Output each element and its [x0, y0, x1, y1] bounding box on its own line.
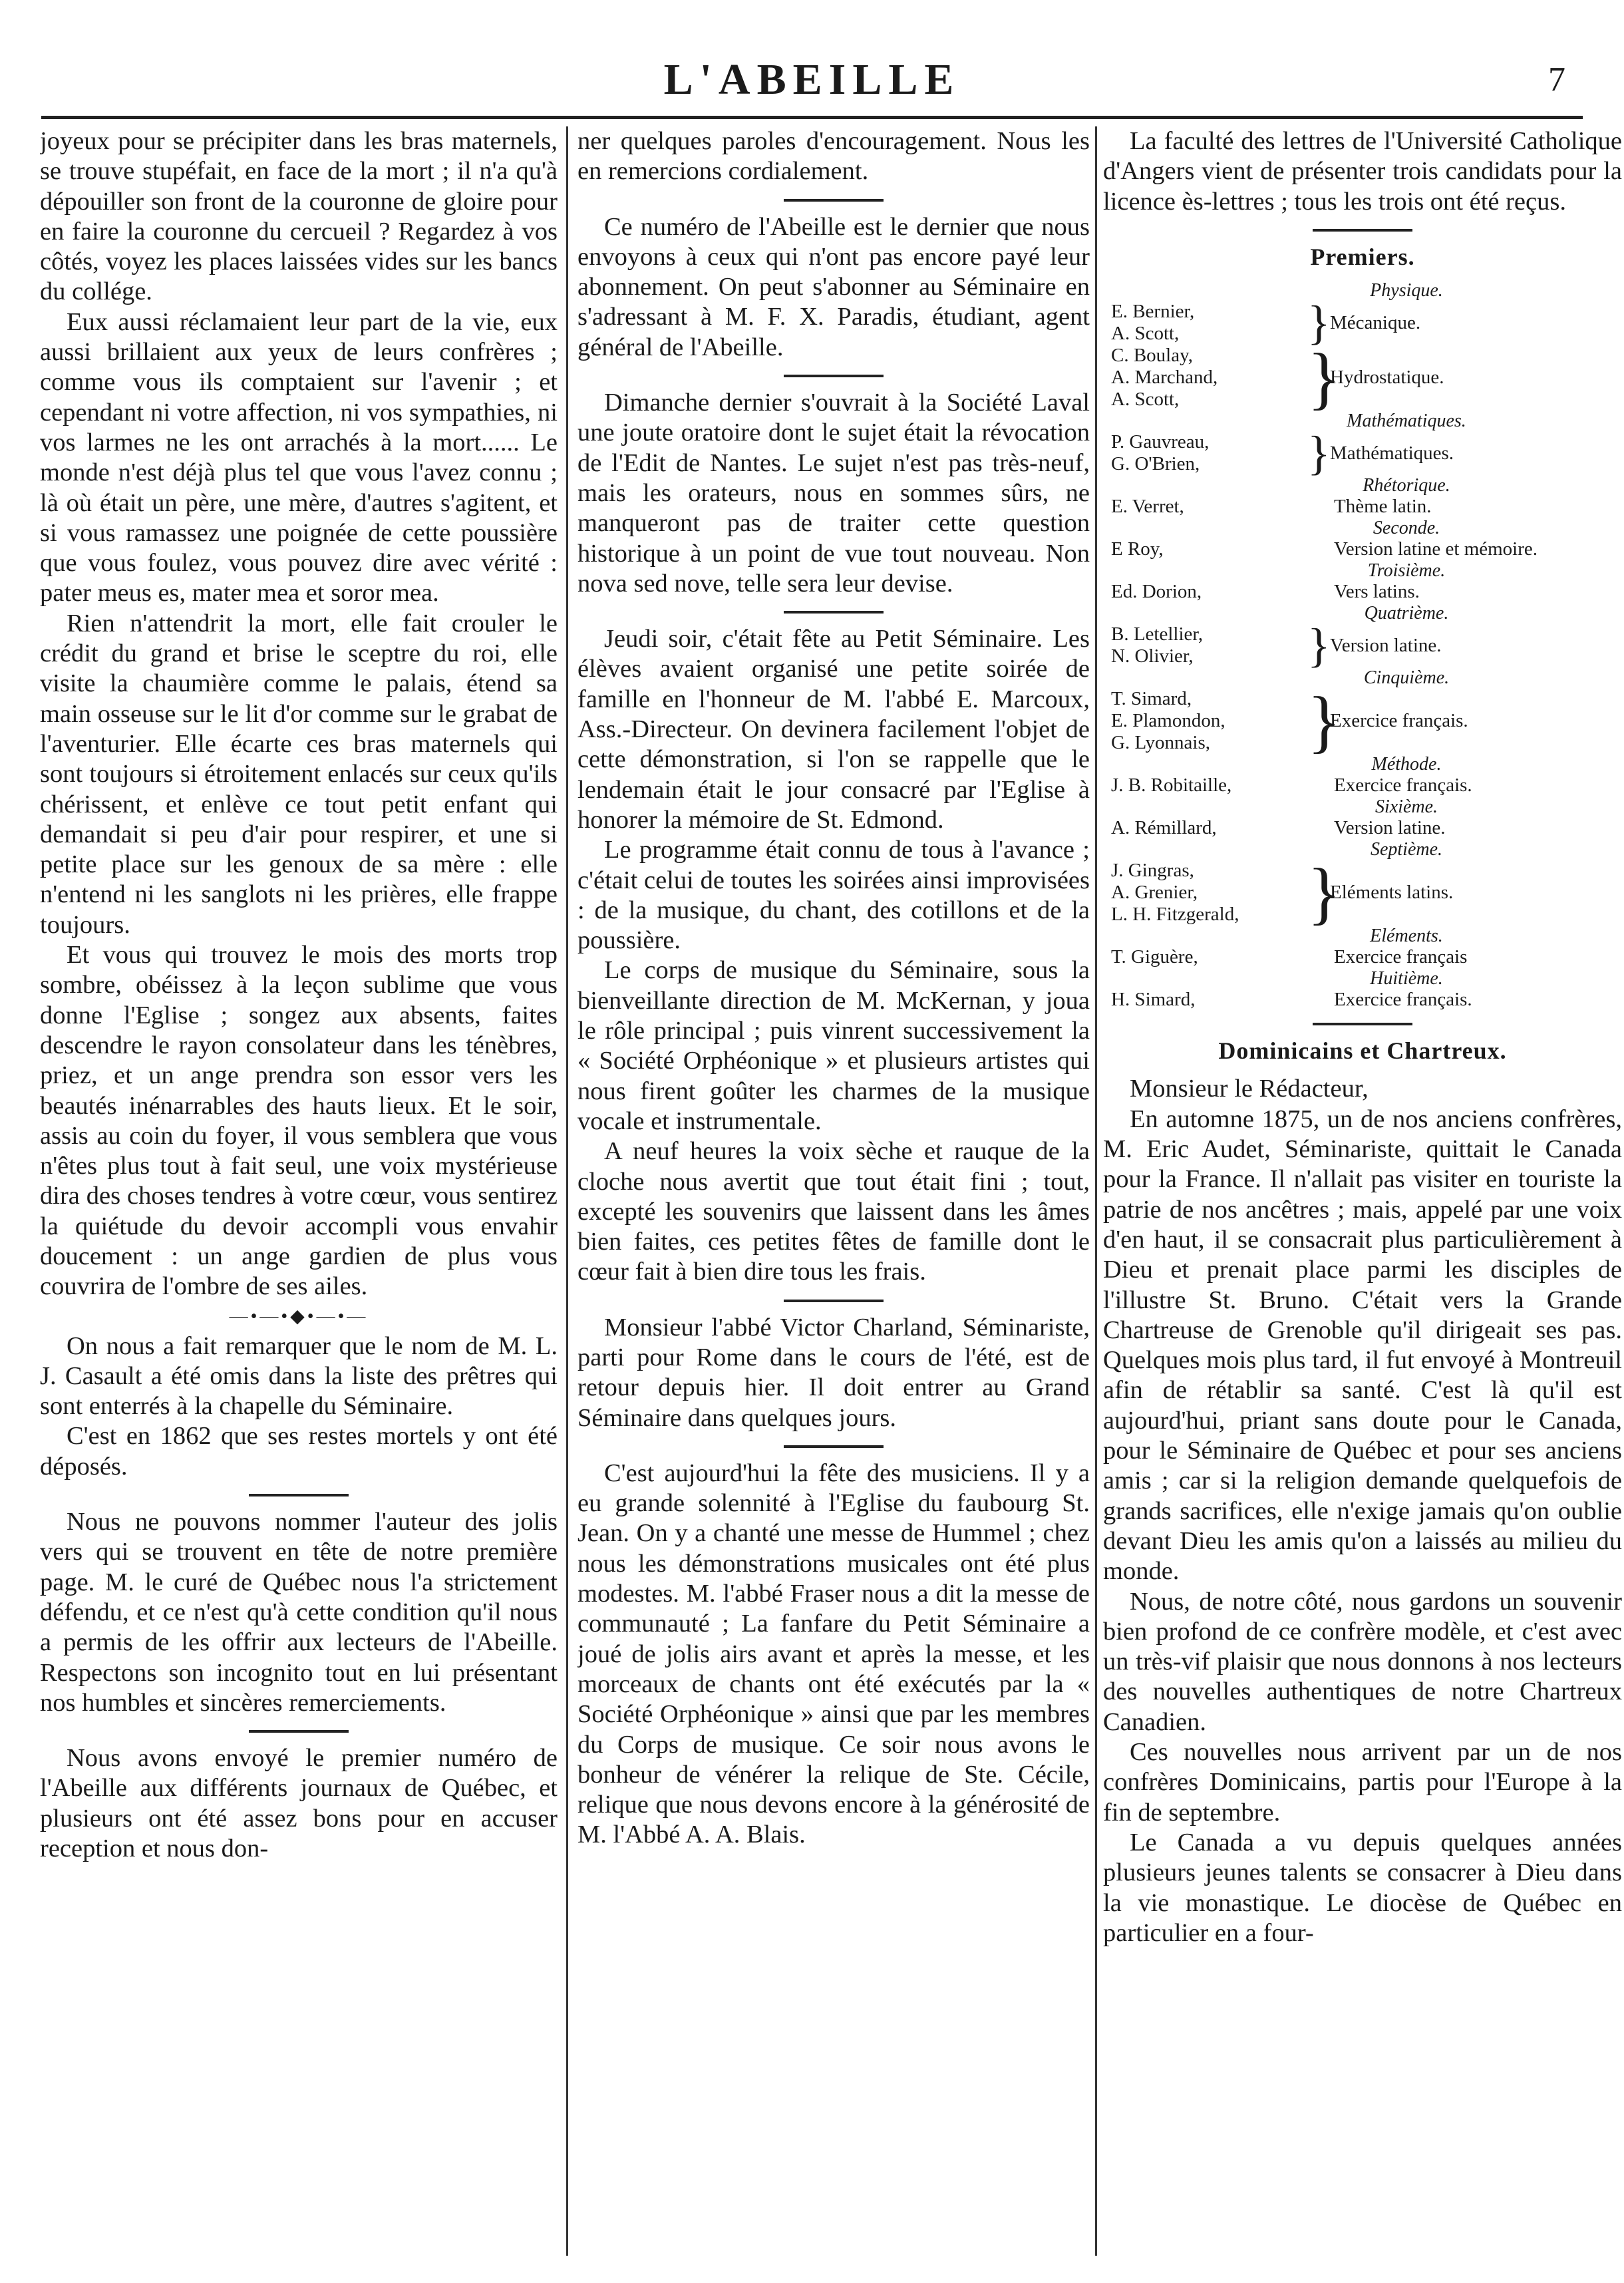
prize-class: Mathématiques.: [1347, 411, 1466, 432]
letter-heading: Dominicains et Chartreux.: [1218, 1037, 1507, 1065]
news-paragraph: Ce numéro de l'Abeille est le dernier que nous envoyons à ceux qui n'ont pas encore payé leur abonnement. On peut s'abonner au Séminaire en s'adressant à M. F. X. Paradis, étudiant, agent général de l'Abeille.: [577, 212, 1090, 361]
student-name: A. Grenier,: [1111, 882, 1198, 904]
student-name: P. Gauvreau,: [1111, 431, 1210, 453]
prize-group: [1111, 854, 1622, 932]
prize-subject: Version latine.: [1330, 634, 1442, 656]
prize-class: Seconde.: [1373, 518, 1440, 539]
student-name: J. Gingras,: [1111, 860, 1194, 882]
student-name: A. Rémillard,: [1111, 817, 1217, 839]
student-name: E Roy,: [1111, 538, 1164, 560]
prize-names: [1111, 431, 1307, 475]
prize-row: [1111, 989, 1622, 1011]
news-paragraph: Monsieur l'abbé Victor Charland, Séminariste, parti pour Rome dans le cours de l'été, est de retour depuis hier. Il doit entrer au Grand Séminaire dans quelques jours.: [577, 1313, 1090, 1432]
news-paragraph: Le corps de musique du Séminaire, sous la bienveillante direction de M. McKernan, y joua le rôle principal ; puis vinrent successivement la « Société Orphéonique » et plusieurs artistes qui nous firent goûter les charmes de la musique vocale et instrumentale.: [577, 956, 1090, 1135]
prize-subject: Thème latin.: [1334, 496, 1432, 518]
letter-paragraph: Ces nouvelles nous arrivent par un de nos confrères Dominicains, partis pour l'Europe à la fin de septembre.: [1103, 1738, 1622, 1827]
student-name: T. Giguère,: [1111, 946, 1198, 968]
prize-row: [1111, 775, 1622, 796]
prize-subject: Hydrostatique.: [1330, 367, 1444, 389]
prize-subject: Version latine.: [1334, 817, 1446, 839]
section-separator: [784, 1300, 884, 1302]
prize-group: [1111, 296, 1622, 350]
section-separator: [784, 375, 884, 377]
paragraph-continuation: ner quelques paroles d'encouragement. Nous les en remercions cordialement.: [577, 127, 1090, 186]
student-name: C. Boulay,: [1111, 345, 1193, 367]
prize-subject: Exercice français: [1334, 946, 1468, 968]
student-name: G. Lyonnais,: [1111, 732, 1211, 754]
section-separator: [784, 199, 884, 202]
letter-paragraph: En automne 1875, un de nos anciens confrères, M. Eric Audet, Séminariste, quittait le Canada pour la France. Il n'allait pas visiter en touriste la patrie de nos ancêtres ; mais, appelé par une voix d'en haut, il se consacrait plus particulièrement à Dieu et prenait place parmi les disciples de l'illustre St. Bruno. C'était vers la Grande Chartreuse de Grenoble qu'il dirigeait ses pas. Quelques mois plus tard, il fut envoyé à Montreuil afin de rétablir sa santé. C'est là qu'il est aujourd'hui, priant sans doute pour le Canada, pour le Séminaire de Québec et pour ses anciens amis ; car si la religion demande quelquefois de grands sacrifices, elle n'exige jamais qu'on oublie devant Dieu les amis qu'on a laissés au milieu du monde.: [1103, 1105, 1622, 1586]
prize-class: Huitième.: [1370, 968, 1443, 989]
section-separator: [249, 1494, 349, 1496]
prize-subject: Eléments latins.: [1330, 882, 1454, 904]
news-paragraph: Le programme était connu de tous à l'avance ; c'était celui de toutes les soirées ainsi improvisées : de la musique, du chant, des cotillons et de la poussière.: [577, 836, 1090, 955]
paragraph: Rien n'attendrit la mort, elle fait crouler le crédit du grand et brise le sceptre du roi, elle visite la chaumière comme le palais, étend sa main osseuse sur le lit d'or comme sur le grabat de l'aventurier. Elle écarte ces bras maternels qui sont toujours si étroitement enlacés sur ceux qu'ils chérissent, et enlève ce tout petit enfant qui demandait si peu d'air pour respirer, et une si petite place sur les genoux de sa mère : elle n'entend ni les sanglots ni les prières, elle frappe toujours.: [40, 609, 558, 939]
student-name: J. B. Robitaille,: [1111, 775, 1232, 796]
news-paragraph: C'est en 1862 que ses restes mortels y ont été déposés.: [40, 1422, 558, 1481]
student-name: H. Simard,: [1111, 989, 1196, 1011]
brace: }: [1307, 296, 1331, 350]
student-name: A. Marchand,: [1111, 367, 1218, 389]
prize-list: [1111, 280, 1622, 1011]
prize-subject: Version latine et mémoire.: [1334, 538, 1538, 560]
news-paragraph: Nous ne pouvons nommer l'auteur des jolis vers qui se trouvent en tête de notre première page. M. le curé de Québec nous l'a strictement défendu, et ce n'est qu'à cette condition qu'il nous a permis de les offrir aux lecteurs de l'Abeille. Respectons son incognito tout en lui présentant nos humbles et sincères remerciements.: [40, 1508, 558, 1717]
prize-class: Troisième.: [1367, 560, 1446, 582]
student-name: N. Olivier,: [1111, 645, 1194, 667]
brace: }: [1307, 682, 1341, 761]
paragraph: Eux aussi réclamaient leur part de la vie, eux aussi brillaient aux yeux de leurs confrères ; comme vous ils comptaient sur l'avenir ; et cependant ni votre affection, ni vos sympathies, ni vos larmes ne les ont arrachés à la mort...... Le monde n'est déjà plus tel que vous l'avez connu ; là où était un père, une mère, d'autres s'agitent, et si vous ramassez une poignée de cette poussière que vous foulez, vous pouvez dire avec vérité : pater meus es, mater mea et soror mea.: [40, 307, 558, 608]
prize-class: Cinquième.: [1363, 667, 1450, 689]
student-name: E. Bernier,: [1111, 301, 1195, 323]
brace: }: [1307, 339, 1341, 417]
prize-subject: Vers latins.: [1334, 581, 1420, 603]
prize-subject: Exercice français.: [1334, 989, 1472, 1011]
news-paragraph: Nous avons envoyé le premier numéro de l'Abeille aux différents journaux de Québec, et plusieurs ont été assez bons pour en accuser reception et nous don-: [40, 1744, 558, 1863]
student-name: A. Scott,: [1111, 323, 1180, 345]
column-divider-1: [566, 126, 568, 2256]
column-3: [1103, 126, 1622, 2262]
brace: }: [1307, 427, 1331, 480]
prize-row: [1111, 538, 1622, 560]
news-paragraph: La faculté des lettres de l'Université Catholique d'Angers vient de présenter trois candidats pour la licence ès-lettres ; tous les trois ont été reçus.: [1103, 127, 1622, 216]
prizes-heading: Premiers.: [1310, 243, 1415, 270]
ornament-divider: —•—•◆•—•—: [229, 1306, 369, 1327]
brace: }: [1307, 619, 1331, 673]
student-name: Ed. Dorion,: [1111, 581, 1202, 603]
prize-class: Rhétorique.: [1363, 475, 1450, 496]
prize-subject: Exercice français.: [1334, 775, 1472, 796]
student-name: E. Verret,: [1111, 496, 1184, 518]
paragraph: Et vous qui trouvez le mois des morts trop sombre, obéissez à la leçon sublime que vous donne l'Eglise ; songez aux absents, faites descendre le rayon consolateur dans les ténèbres, priez, et un ange prendra son essor vers les beautés inénarrables des hauts lieux. Et le soir, assis au coin du foyer, il vous semblera que vous n'êtes plus tout à fait seul, une voix mystérieuse dira des choses tendres à votre cœur, vous sentirez la quiétude du devoir accompli vous envahir doucement : un ange gardien de plus vous couvrira de l'ombre de ses ailes.: [40, 941, 558, 1301]
prize-class: Septième.: [1370, 839, 1443, 860]
section-separator: [1313, 229, 1412, 232]
student-name: T. Simard,: [1111, 688, 1192, 710]
student-name: E. Plamondon,: [1111, 710, 1225, 732]
section-separator: [1313, 1023, 1412, 1025]
prize-subject: Mathématiques.: [1330, 442, 1454, 464]
masthead-rule: [41, 116, 1583, 119]
student-name: B. Letellier,: [1111, 623, 1204, 645]
section-separator: [784, 1445, 884, 1448]
prize-names: [1111, 345, 1307, 411]
prize-row: [1111, 946, 1622, 968]
prize-group: [1111, 619, 1622, 673]
prize-subject: Mécanique.: [1330, 311, 1421, 333]
prize-row: [1111, 817, 1622, 839]
column-1: [40, 126, 558, 2262]
prize-names: [1111, 860, 1307, 926]
paragraph: joyeux pour se précipiter dans les bras maternels, se trouve stupéfait, en face de la mort ; il n'a qu'à dépouiller son front de la couronne de gloire pour en faire la couronne du cercueil ? Regardez à vos côtés, voyez les places laissées vides sur les bancs du collége.: [40, 127, 558, 306]
letter-paragraph: Le Canada a vu depuis quelques années plusieurs jeunes talents se consacrer à Dieu dans la vie monastique. Le diocèse de Québec en particulier en a four-: [1103, 1828, 1622, 1947]
prize-class: Quatrième.: [1364, 603, 1449, 624]
prize-row: [1111, 496, 1622, 518]
prize-group: [1111, 339, 1622, 417]
prize-group: [1111, 682, 1622, 761]
student-name: L. H. Fitzgerald,: [1111, 904, 1239, 926]
news-paragraph: On nous a fait remarquer que le nom de M. L. J. Casault a été omis dans la liste des prêtres qui sont enterrés à la chapelle du Séminaire.: [40, 1331, 558, 1421]
page-number: 7: [1548, 61, 1565, 98]
column-2: [577, 126, 1090, 2262]
salutation: Monsieur le Rédacteur,: [1130, 1075, 1369, 1103]
news-paragraph: A neuf heures la voix sèche et rauque de la cloche nous avertit que tout était fini ; tout, excepté les souvenirs que laissent dans les âmes bien faites, ces petites fêtes de famille dont le cœur fait à bien dire tous les frais.: [577, 1137, 1090, 1286]
prize-class: Eléments.: [1370, 926, 1443, 947]
masthead-title: L'ABEILLE: [663, 55, 961, 104]
student-name: G. O'Brien,: [1111, 453, 1200, 475]
section-separator: [784, 611, 884, 614]
letter-paragraph: Nous, de notre côté, nous gardons un souvenir bien profond de ce confrère modèle, et c'est avec un très-vif plaisir que nous donnons à nos lecteurs des nouvelles authentiques de notre Chartreux Canadien.: [1103, 1587, 1622, 1736]
prize-class: Physique.: [1370, 280, 1443, 301]
prize-names: [1111, 301, 1307, 345]
section-separator: [249, 1730, 349, 1733]
student-name: A. Scott,: [1111, 389, 1180, 411]
prize-class: Sixième.: [1375, 796, 1438, 818]
prize-row: [1111, 581, 1622, 603]
brace: }: [1307, 854, 1341, 932]
masthead: [0, 55, 1624, 121]
prize-names: [1111, 688, 1307, 754]
prize-subject: Exercice français.: [1330, 710, 1468, 732]
prize-group: [1111, 427, 1622, 480]
news-paragraph: Dimanche dernier s'ouvrait à la Société Laval une joute oratoire dont le sujet était la révocation de l'Edit de Nantes. Le sujet n'est pas très-neuf, mais les orateurs, nous en sommes sûrs, ne manqueront pas de traiter cette question historique à un point de vue tout nouveau. Non nova sed nove, telle sera leur devise.: [577, 389, 1090, 598]
prize-class: Méthode.: [1371, 754, 1442, 775]
news-paragraph: Jeudi soir, c'était fête au Petit Séminaire. Les élèves avaient organisé une petite soirée de famille en l'honneur de M. l'abbé E. Marcoux, Ass.-Directeur. On devinera facilement l'objet de cette démonstration, si l'on se rappelle que le lendemain était le jour consacré par l'Eglise à honorer la mémoire de St. Edmond.: [577, 625, 1090, 834]
column-divider-2: [1095, 126, 1097, 2256]
prize-names: [1111, 623, 1307, 667]
news-paragraph: C'est aujourd'hui la fête des musiciens. Il y a eu grande solennité à l'Eglise du faubourg St. Jean. On y a chanté une messe de Hummel ; chez nous les démonstrations musicales ont été plus modestes. M. l'abbé Fraser nous a dit la messe de communauté ; La fanfare du Petit Séminaire a joué de jolis airs avant et après la messe, et les morceaux de chants ont été exécutés par la « Société Orphéonique » ainsi que par les membres du Corps de musique. Ce soir nous avons le bonheur de vénérer la relique de Ste. Cécile, relique que nous devons encore à la générosité de M. l'Abbé A. A. Blais.: [577, 1459, 1090, 1849]
